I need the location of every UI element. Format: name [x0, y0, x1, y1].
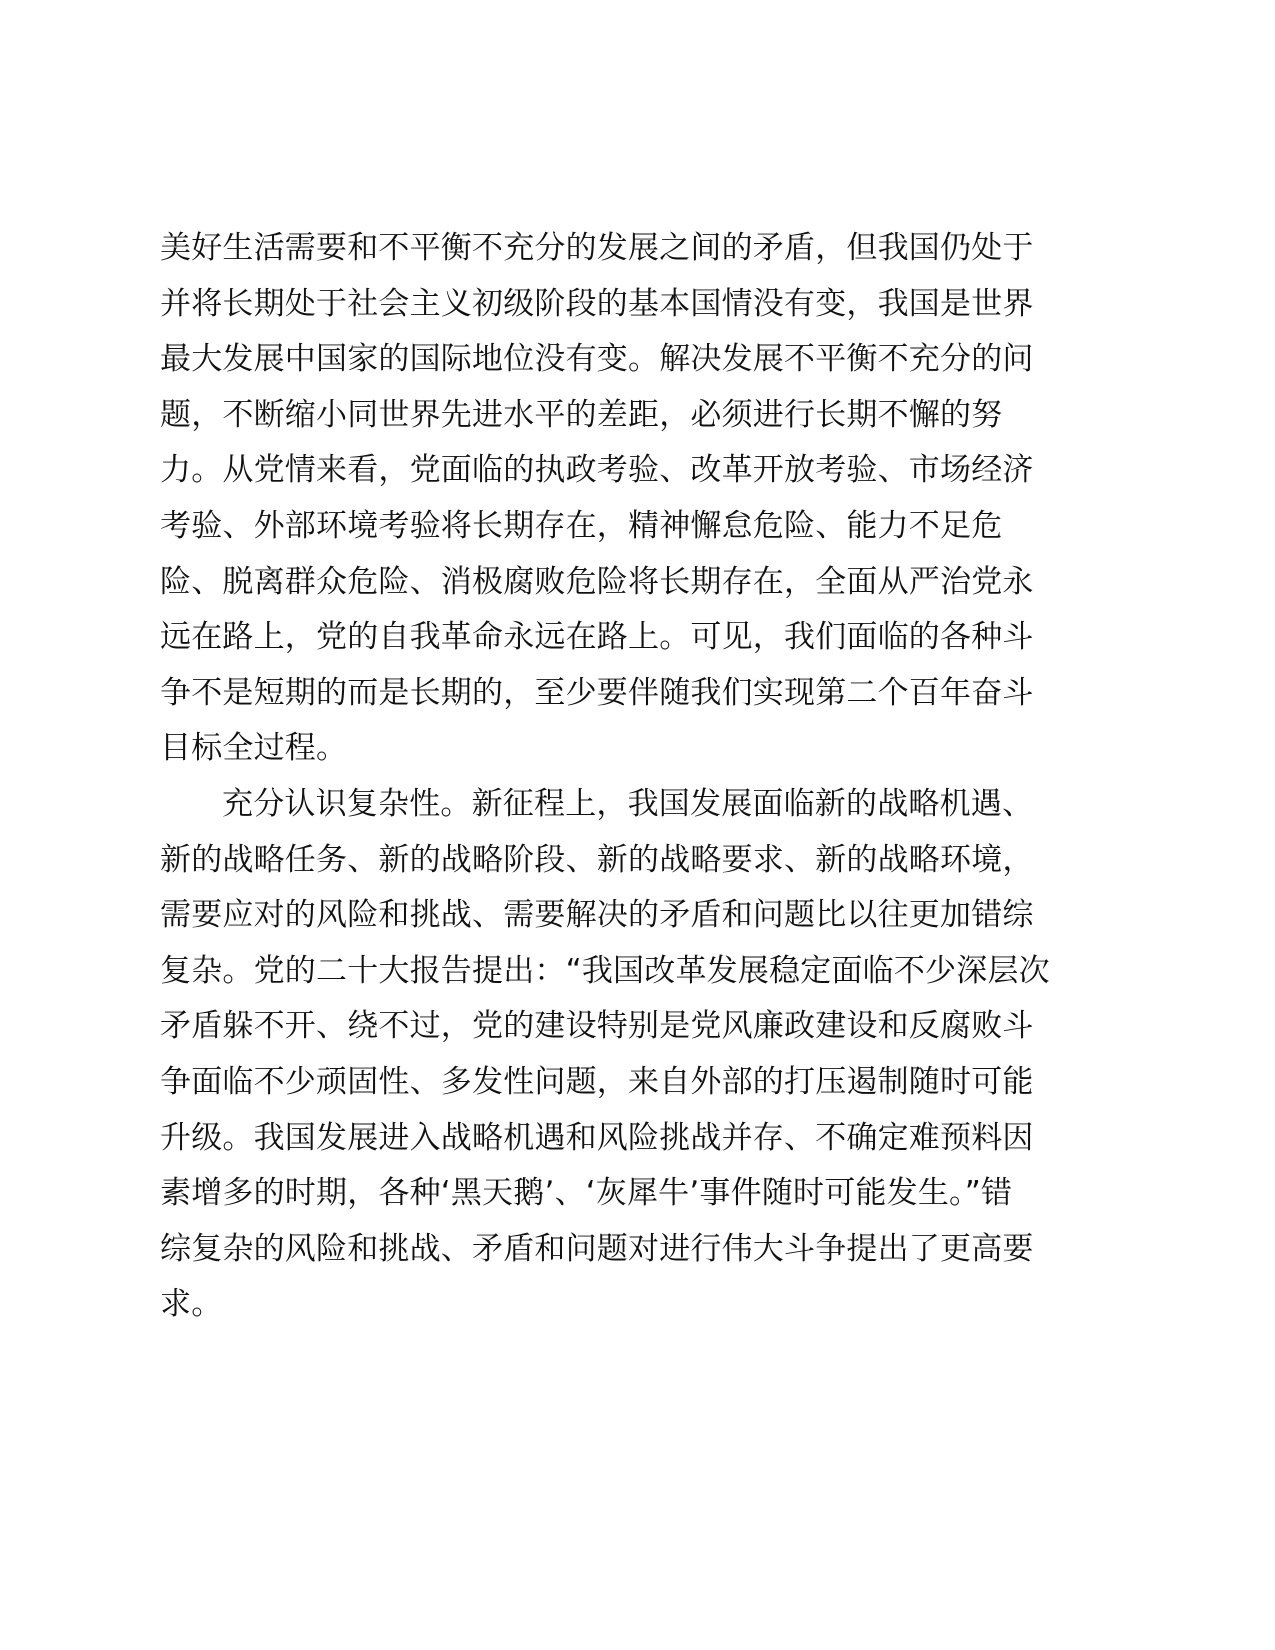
text-line: 争不是短期的而是长期的，至少要伴随我们实现第二个百年奋斗	[160, 674, 1034, 711]
text-line: 题，不断缩小同世界先进水平的差距，必须进行长期不懈的努	[160, 396, 1003, 433]
text-line: 远在路上，党的自我革命永远在路上。可见，我们面临的各种斗	[160, 619, 1034, 656]
text-line: 新的战略任务、新的战略阶段、新的战略要求、新的战略环境，	[160, 841, 1034, 878]
text-line: 争面临不少顽固性、多发性问题，来自外部的打压遏制随时可能	[160, 1063, 1034, 1100]
document-body	[160, 221, 1065, 1333]
text-line: 矛盾躲不开、绕不过，党的建设特别是党风廉政建设和反腐败斗	[160, 1008, 1034, 1045]
text-line: 险、脱离群众危险、消极腐败危险将长期存在，全面从严治党永	[160, 563, 1034, 600]
text-line: 素增多的时期，各种‘黑天鹅’、‘灰犀牛’事件随时可能发生。”错	[160, 1175, 1013, 1212]
text-line: 需要应对的风险和挑战、需要解决的矛盾和问题比以往更加错综	[160, 897, 1034, 934]
text-line: 综复杂的风险和挑战、矛盾和问题对进行伟大斗争提出了更高要	[160, 1230, 1034, 1267]
paragraph-2	[160, 777, 1065, 1333]
text-line: 并将长期处于社会主义初级阶段的基本国情没有变，我国是世界	[160, 285, 1034, 322]
text-line: 求。	[160, 1286, 223, 1323]
paragraph-1	[160, 221, 1065, 777]
text-line: 目标全过程。	[160, 730, 348, 767]
text-line: 美好生活需要和不平衡不充分的发展之间的矛盾，但我国仍处于	[160, 230, 1034, 266]
text-line: 最大发展中国家的国际地位没有变。解决发展不平衡不充分的问	[160, 341, 1034, 378]
text-line: 升级。我国发展进入战略机遇和风险挑战并存、不确定难预料因	[160, 1119, 1034, 1156]
text-line: 考验、外部环境考验将长期存在，精神懈怠危险、能力不足危	[160, 507, 1003, 544]
text-line: 复杂。党的二十大报告提出：“我国改革发展稳定面临不少深层次	[160, 952, 1050, 989]
text-line-indented: 充分认识复杂性。新征程上，我国发展面临新的战略机遇、	[222, 785, 1034, 822]
text-line: 力。从党情来看，党面临的执政考验、改革开放考验、市场经济	[160, 452, 1034, 489]
